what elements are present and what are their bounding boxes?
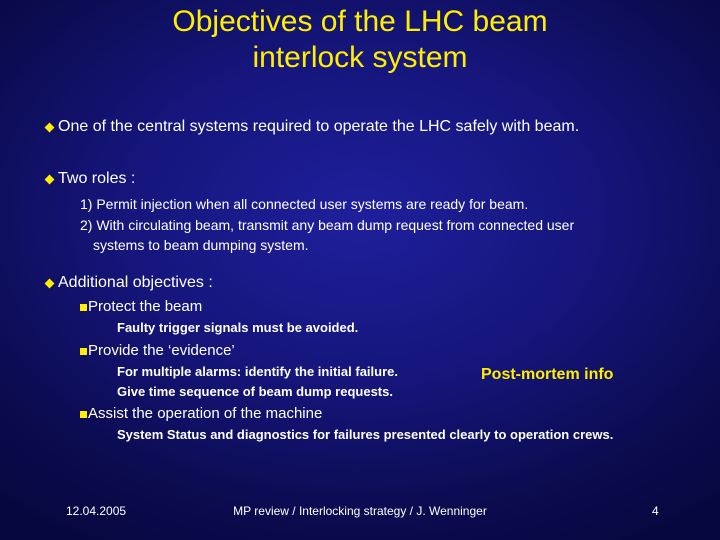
footer-center-text: MP review / Interlocking strategy / J. Wenninger <box>233 504 487 518</box>
sub-bullet-assist-operation: Assist the operation of the machine <box>88 405 323 422</box>
diamond-bullet-icon <box>45 175 55 185</box>
square-bullet-icon <box>80 411 87 418</box>
sub-bullet-provide-evidence: Provide the ‘evidence’ <box>88 342 235 359</box>
evidence-detail-2: Give time sequence of beam dump requests. <box>117 384 393 399</box>
bullet-two-roles: Two roles : <box>58 170 136 187</box>
role-item-2-continued: systems to beam dumping system. <box>93 237 309 253</box>
role-item-1: 1) Permit injection when all connected user systems are ready for beam. <box>80 196 529 212</box>
square-bullet-icon <box>80 304 87 311</box>
slide-title-line-2: interlock system <box>252 41 468 74</box>
evidence-detail-1: For multiple alarms: identify the initial failure. <box>117 364 398 379</box>
bullet-central-system: One of the central systems required to operate the LHC safely with beam. <box>58 118 580 135</box>
slide-title-line-1: Objectives of the LHC beam <box>172 5 548 38</box>
assist-detail: System Status and diagnostics for failures presented clearly to operation crews. <box>117 427 614 442</box>
diamond-bullet-icon <box>45 123 55 133</box>
bullet-additional-objectives: Additional objectives : <box>58 274 213 291</box>
protect-detail: Faulty trigger signals must be avoided. <box>117 320 359 335</box>
role-item-2: 2) With circulating beam, transmit any beam dump request from connected user <box>80 217 575 233</box>
diamond-bullet-icon <box>45 279 55 289</box>
post-mortem-label: Post-mortem info <box>481 366 614 383</box>
square-bullet-icon <box>80 348 87 355</box>
footer-date: 12.04.2005 <box>66 504 127 518</box>
footer-page-number: 4 <box>652 504 659 518</box>
sub-bullet-protect-beam: Protect the beam <box>88 298 203 315</box>
